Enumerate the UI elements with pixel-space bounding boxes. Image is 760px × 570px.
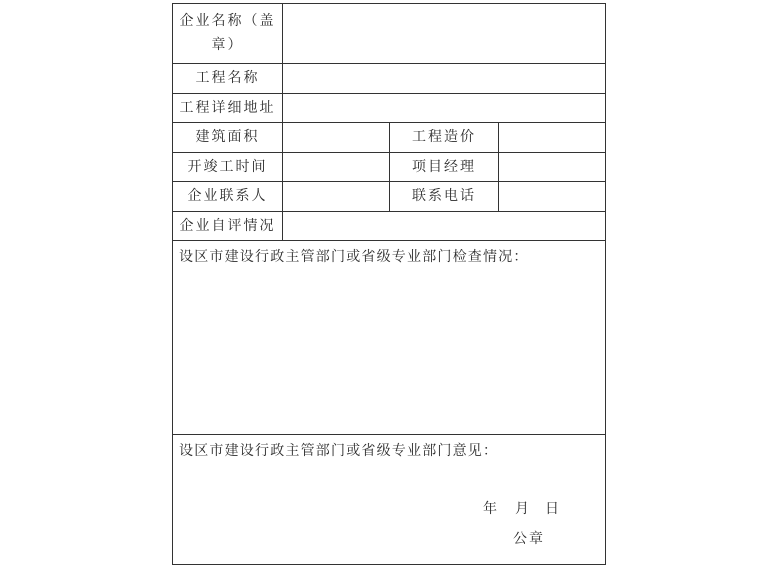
contact-phone-field[interactable] — [499, 182, 605, 211]
contact-phone-label: 联系电话 — [412, 188, 476, 204]
company-contact-field[interactable] — [283, 182, 389, 211]
date-year-label: 年 — [483, 501, 499, 517]
opinion-section-label: 设区市建设行政主管部门或省级专业部门意见： — [179, 443, 499, 459]
self-evaluation-field[interactable] — [283, 212, 605, 240]
project-cost-field[interactable] — [499, 123, 605, 152]
official-seal-label: 公章 — [513, 531, 545, 547]
project-address-field[interactable] — [283, 94, 605, 122]
company-name-label-line2: 章） — [211, 37, 244, 53]
company-name-label — [173, 9, 282, 57]
construction-period-field[interactable] — [283, 153, 389, 181]
building-area-label: 建筑面积 — [195, 129, 260, 145]
company-name-field[interactable] — [283, 4, 605, 63]
company-contact-label: 企业联系人 — [187, 188, 268, 204]
row-divider — [173, 434, 605, 435]
project-name-field[interactable] — [283, 64, 605, 93]
project-cost-label: 工程造价 — [412, 129, 476, 145]
inspection-section-label: 设区市建设行政主管部门或省级专业部门检查情况： — [179, 249, 529, 265]
construction-period-label: 开竣工时间 — [187, 159, 268, 175]
date-day-label: 日 — [545, 501, 561, 517]
building-area-field[interactable] — [283, 123, 389, 152]
project-manager-field[interactable] — [499, 153, 605, 181]
date-month-label: 月 — [515, 501, 531, 517]
project-manager-label: 项目经理 — [412, 159, 476, 175]
inspection-section-field[interactable] — [173, 272, 605, 432]
project-name-label: 工程名称 — [195, 70, 260, 86]
company-name-label-line1: 企业名称（盖 — [179, 13, 276, 29]
self-evaluation-label: 企业自评情况 — [179, 218, 276, 234]
evaluation-form-table — [172, 3, 606, 565]
project-address-label: 工程详细地址 — [179, 100, 276, 116]
opinion-section-field[interactable] — [173, 466, 605, 496]
